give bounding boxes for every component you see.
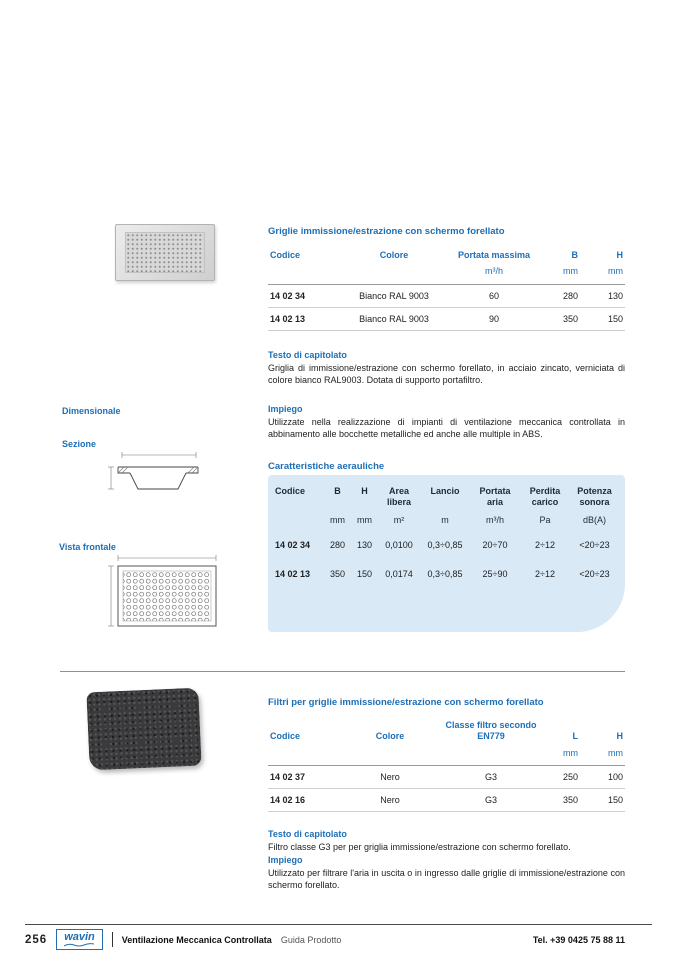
unit-cell: m² xyxy=(393,514,405,525)
table-cell: 2÷12 xyxy=(535,569,555,580)
section-drawing-svg xyxy=(106,447,210,503)
unit-cell xyxy=(338,747,442,766)
table-cell: 90 xyxy=(448,307,540,330)
unit-cell: mm xyxy=(540,747,580,766)
table-header-row xyxy=(268,246,625,265)
table-cell: Nero xyxy=(338,788,442,811)
table-cell: 350 xyxy=(540,307,580,330)
unit-cell: mm xyxy=(357,514,372,525)
table-cell: <20÷23 xyxy=(579,569,610,580)
impiego-heading: Impiego xyxy=(268,404,303,414)
table-cell: 250 xyxy=(540,765,580,788)
unit-cell: m xyxy=(441,514,449,525)
label-vista-frontale: Vista frontale xyxy=(59,542,116,552)
unit-cell xyxy=(268,747,338,766)
header-cell: B xyxy=(571,250,578,260)
label-dimensionale: Dimensionale xyxy=(62,406,121,416)
table-row xyxy=(268,765,625,788)
table-cell: G3 xyxy=(442,788,540,811)
filter-table xyxy=(268,716,625,812)
footer-phone: Tel. +39 0425 75 88 11 xyxy=(532,934,625,945)
table-header-row xyxy=(274,483,619,511)
table-row xyxy=(268,307,625,330)
table-cell: G3 xyxy=(442,765,540,788)
table-cell: 100 xyxy=(580,765,625,788)
table-row xyxy=(274,527,619,556)
capitolato-heading: Testo di capitolato xyxy=(268,829,347,839)
header-cell: Classe filtro secondo EN779 xyxy=(445,720,537,742)
table-cell-code: 14 02 16 xyxy=(268,788,338,811)
section-title-griglie: Griglie immissione/estrazione con schermo forellato xyxy=(268,226,505,237)
table-units-row xyxy=(274,511,619,528)
impiego-heading: Impiego xyxy=(268,855,303,865)
section-title-aerauliche: Caratteristiche aerauliche xyxy=(268,461,385,472)
table-cell: 60 xyxy=(448,284,540,307)
table-cell: Nero xyxy=(338,765,442,788)
table-row xyxy=(268,788,625,811)
header-cell: H xyxy=(616,250,623,260)
table-units-row xyxy=(268,265,625,284)
grille-product-image xyxy=(115,224,215,281)
header-cell: Codice xyxy=(270,250,301,260)
header-cell: Portata massima xyxy=(457,250,531,260)
table-cell-code: 14 02 34 xyxy=(268,284,340,307)
footer-rule xyxy=(25,924,652,925)
table-cell: 0,3÷0,85 xyxy=(427,569,463,580)
front-view-drawing xyxy=(106,552,226,632)
wavin-logo-text: wavin xyxy=(64,931,95,943)
footer-title: Ventilazione Meccanica Controllata xyxy=(121,934,272,945)
grille-perforation-pattern xyxy=(125,232,205,273)
wavin-wave-icon xyxy=(64,943,94,947)
unit-cell: mm xyxy=(580,747,625,766)
front-view-drawing-svg xyxy=(106,552,226,632)
unit-cell: mm xyxy=(540,265,580,284)
header-cell: L xyxy=(572,731,578,742)
header-cell: Perdita carico xyxy=(529,486,561,507)
capitolato-block-griglie xyxy=(268,350,625,386)
header-cell: Potenza sonora xyxy=(577,486,612,507)
footer-subtitle: Guida Prodotto xyxy=(280,934,342,945)
header-cell: Lancio xyxy=(430,486,460,496)
table-cell: 350 xyxy=(540,788,580,811)
table-cell: 350 xyxy=(329,569,346,580)
table-cell: 20÷70 xyxy=(482,540,508,551)
table-cell: 0,3÷0,85 xyxy=(427,540,463,551)
impiego-block-griglie xyxy=(268,404,625,440)
table-units-row xyxy=(268,747,625,766)
aerauliche-table xyxy=(274,483,619,585)
unit-cell: dB(A) xyxy=(582,514,606,525)
table-cell: 280 xyxy=(540,284,580,307)
unit-cell xyxy=(268,265,340,284)
wavin-logo xyxy=(56,929,103,950)
table-cell: Bianco RAL 9003 xyxy=(340,284,448,307)
label-sezione: Sezione xyxy=(62,439,97,449)
header-cell: Colore xyxy=(375,731,405,742)
header-cell: H xyxy=(361,486,368,496)
impiego-block-filtri xyxy=(268,855,625,891)
impiego-text: Utilizzate nella realizzazione di impianti di ventilazione meccanica controllata in abbinamento alle bocchette metalliche ed anche alle multiple in ABS. xyxy=(268,417,625,439)
impiego-text: Utilizzato per filtrare l'aria in uscita o in ingresso dalle griglie di immissione/estrazione con schermo forellato. xyxy=(268,868,625,890)
table-header-row xyxy=(268,716,625,747)
table-cell-code: 14 02 13 xyxy=(268,307,340,330)
caratteristiche-aerauliche-table xyxy=(268,475,625,632)
table-cell: 130 xyxy=(356,540,373,551)
table-row xyxy=(274,556,619,585)
header-cell: H xyxy=(616,731,623,742)
header-cell: B xyxy=(334,486,341,496)
unit-cell: mm xyxy=(330,514,345,525)
capitolato-heading: Testo di capitolato xyxy=(268,350,347,360)
unit-cell xyxy=(274,511,324,528)
table-cell: 2÷12 xyxy=(535,540,555,551)
table-cell-code: 14 02 34 xyxy=(275,540,311,551)
header-cell: Area libera xyxy=(386,486,411,507)
capitolato-text: Griglia di immissione/estrazione con schermo forellato, in acciaio zincato, verniciata di colore bianco RAL9003. Dotata di supporto portafiltro. xyxy=(268,363,625,385)
table-cell: 280 xyxy=(329,540,346,551)
unit-cell: m³/h xyxy=(486,514,504,525)
section-title-filtri: Filtri per griglie immissione/estrazione con schermo forellato xyxy=(268,697,544,708)
table-cell: Bianco RAL 9003 xyxy=(340,307,448,330)
grille-table xyxy=(268,246,625,331)
footer xyxy=(25,929,625,950)
unit-cell: Pa xyxy=(539,514,551,525)
table-cell-code: 14 02 13 xyxy=(275,569,311,580)
table-cell: 0,0100 xyxy=(385,540,413,551)
section-drawing xyxy=(106,447,210,503)
header-cell: Colore xyxy=(379,250,409,260)
footer-divider xyxy=(112,932,113,947)
table-cell: <20÷23 xyxy=(579,540,610,551)
table-cell: 25÷90 xyxy=(482,569,508,580)
section-divider xyxy=(60,671,625,672)
table-cell: 130 xyxy=(580,284,625,307)
header-cell: Codice xyxy=(270,731,301,742)
unit-cell: m³/h xyxy=(448,265,540,284)
table-cell: 0,0174 xyxy=(385,569,413,580)
table-row xyxy=(268,284,625,307)
page-number: 256 xyxy=(25,933,48,946)
filter-product-image xyxy=(86,688,201,771)
capitolato-text: Filtro classe G3 per per griglia immissione/estrazione con schermo forellato. xyxy=(268,842,571,852)
unit-cell: mm xyxy=(580,265,625,284)
unit-cell xyxy=(442,747,540,766)
capitolato-block-filtri xyxy=(268,829,625,854)
header-cell: Codice xyxy=(275,486,306,496)
table-cell: 150 xyxy=(580,788,625,811)
table-cell-code: 14 02 37 xyxy=(268,765,338,788)
unit-cell xyxy=(340,265,448,284)
header-cell: Portata aria xyxy=(479,486,511,507)
table-cell: 150 xyxy=(356,569,373,580)
table-cell: 150 xyxy=(580,307,625,330)
